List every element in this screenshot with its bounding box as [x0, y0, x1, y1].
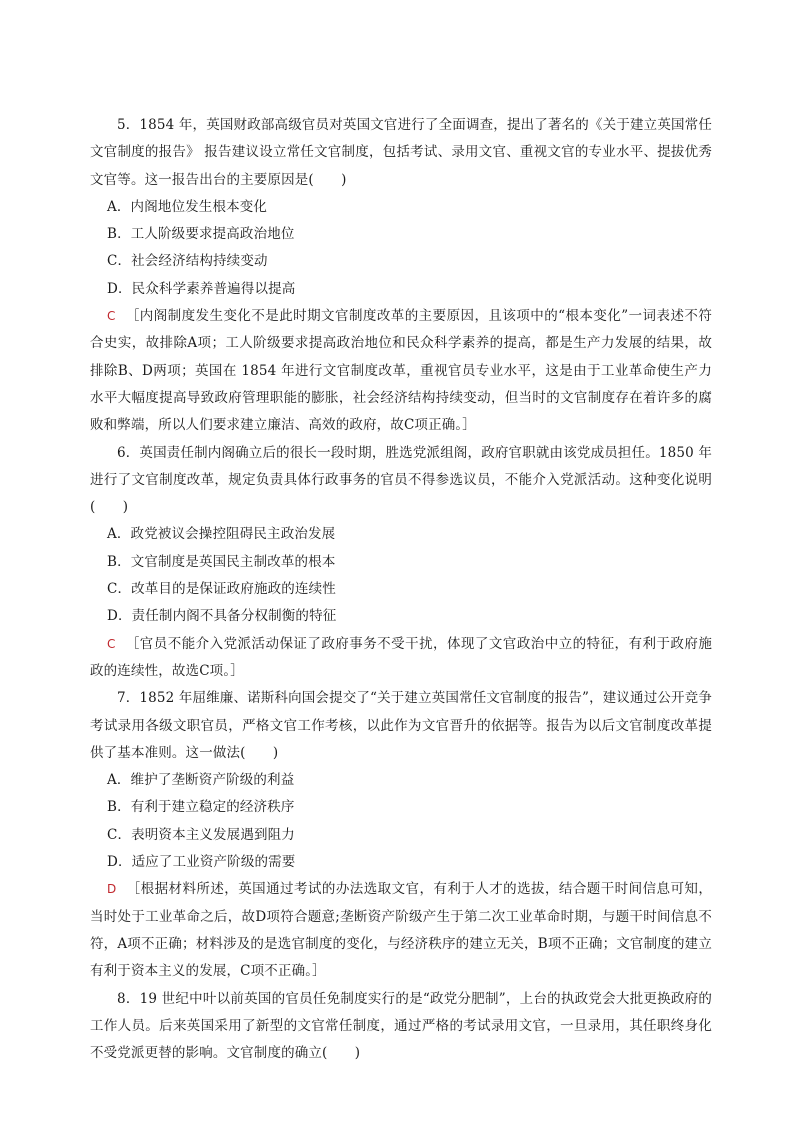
question-6-option-d: D．责任制内阁不具备分权制衡的特征	[107, 608, 337, 625]
answer-letter: C	[107, 636, 116, 651]
question-5-option-d: D．民众科学素养普遍得以提高	[107, 280, 296, 297]
question-list	[90, 112, 712, 1067]
answer-explanation: ［内阁制度发生变化不是此时期文官制度改革的主要原因，且该项中的“根本变化”一词表述不符合史实，故排除A项；工人阶级要求提高政治地位和民众科学素养的提高，都是生产力发展的结果，故排除B、D两项；英国在 1854 年进行文官制度改革，重视官员专业水平，这是由于工业革命使生产力水平大幅度提高导致政府管理职能的膨胀，社会经济结构持续变动，但当时的文官制度存在着许多的腐败和弊端，所以人们要求建立廉洁、高效的政府，故C项正确。］	[90, 308, 712, 434]
question-7-answer	[90, 876, 712, 985]
question-7-option-d: D．适应了工业资产阶级的需要	[107, 854, 296, 871]
question-6-answer	[90, 631, 712, 686]
question-7-option-b: B．有利于建立稳定的经济秩序	[107, 799, 295, 816]
question-6-option-a: A．政党被议会操控阻碍民主政治发展	[107, 526, 336, 543]
question-5-option-b: B．工人阶级要求提高政治地位	[107, 226, 295, 243]
question-6-option-b: B．文官制度是英国民主制改革的根本	[107, 553, 336, 570]
question-5-answer	[90, 303, 712, 439]
question-5-stem: 5．1854 年，英国财政部高级官员对英国文官进行了全面调查，提出了著名的《关于建立英国常任文官制度的报告》 报告建议设立常任文官制度，包括考试、录用文官、重视文官的专业水平、提拔优秀文官等。这一报告出台的主要原因是( )	[90, 117, 712, 188]
question-7-option-a: A．维护了垄断资产阶级的利益	[107, 772, 295, 789]
question-6-option-c: C．改革目的是保证政府施政的连续性	[107, 581, 336, 598]
answer-letter: D	[107, 882, 117, 897]
question-6-stem: 6．英国责任制内阁确立后的很长一段时期，胜选党派组阁，政府官职就由该党成员担任。1850 年进行了文官制度改革，规定负责具体行政事务的官员不得参选议员，不能介入党派活动。这种变化说明( )	[90, 444, 712, 516]
question-5-option-c: C．社会经济结构持续变动	[107, 253, 268, 270]
question-7-option-c: C．表明资本主义发展遇到阻力	[107, 826, 295, 843]
question-5-option-a: A．内阁地位发生根本变化	[107, 198, 268, 215]
answer-explanation: ［官员不能介入党派活动保证了政府事务不受干扰，体现了文官政治中立的特征，有利于政府施政的连续性，故选C项。］	[90, 635, 712, 679]
answer-letter: C	[107, 309, 116, 324]
question-7-stem: 7．1852 年屈维廉、诺斯科向国会提交了“关于建立英国常任文官制度的报告”，建议通过公开竞争考试录用各级文职官员，严格文官工作考核，以此作为文官晋升的依据等。报告为以后文官制度改革提供了基本准则。这一做法( )	[90, 690, 712, 761]
question-8-stem: 8．19 世纪中叶以前英国的官员任免制度实行的是“政党分肥制”，上台的执政党会大批更换政府的工作人员。后来英国采用了新型的文官常任制度，通过严格的考试录用文官，一旦录用，其任职终身化不受党派更替的影响。文官制度的确立( )	[90, 990, 712, 1062]
answer-explanation: ［根据材料所述，英国通过考试的办法选取文官，有利于人才的选拔，结合题干时间信息可知，当时处于工业革命之后，故D项符合题意;垄断资产阶级产生于第二次工业革命时期，与题干时间信息不符，A项不正确；材料涉及的是选官制度的变化，与经济秩序的建立无关，B项不正确；文官制度的建立有利于资本主义的发展，C项不正确。］	[90, 881, 712, 980]
